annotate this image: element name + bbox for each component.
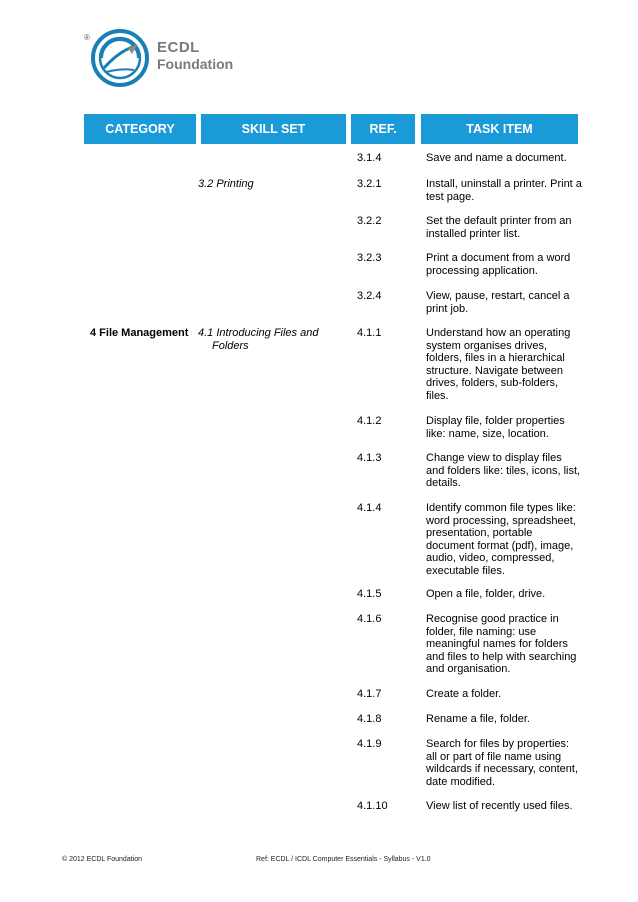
skill-set-cell (198, 327, 343, 352)
ref-cell: 4.1.9 (357, 738, 382, 750)
logo-line1: ECDL (157, 39, 200, 56)
ref-cell: 3.2.2 (357, 215, 382, 227)
ref-cell: 4.1.3 (357, 452, 382, 464)
task-cell: Search for files by properties: all or part of file name using wildcards if necessary, content, date modified. (426, 738, 579, 788)
ref-cell: 3.2.1 (357, 178, 382, 190)
registered-mark: ® (84, 33, 90, 42)
ref-cell: 4.1.5 (357, 588, 382, 600)
ref-cell: 3.2.4 (357, 290, 382, 302)
ecdl-logo (84, 28, 244, 88)
task-cell: Create a folder. (426, 688, 502, 700)
footer-copyright: © 2012 ECDL Foundation (62, 856, 143, 863)
ecdl-globe-icon (84, 28, 150, 88)
ref-cell: 4.1.1 (357, 327, 382, 339)
column-header-task-item: TASK ITEM (421, 114, 578, 144)
task-cell: Open a file, folder, drive. (426, 588, 546, 600)
footer-reference: Ref: ECDL / ICDL Computer Essentials - Syllabus - V1.0 (256, 856, 431, 863)
ref-cell: 4.1.10 (357, 800, 388, 812)
category-cell: 4 File Management (90, 327, 189, 339)
task-cell: Save and name a document. (426, 152, 567, 164)
task-cell: Identify common file types like: word processing, spreadsheet, presentation, portable document format (pdf), image, audio, video, compressed, executable files. (426, 502, 576, 577)
task-cell: Change view to display files and folders like: tiles, icons, list, details. (426, 452, 581, 490)
column-header-category: CATEGORY (84, 114, 196, 144)
ref-cell: 3.1.4 (357, 152, 382, 164)
ref-cell: 4.1.4 (357, 502, 382, 514)
ref-cell: 4.1.6 (357, 613, 382, 625)
ref-cell: 4.1.2 (357, 415, 382, 427)
column-header-skill-set: SKILL SET (201, 114, 346, 144)
column-header-ref: REF. (351, 114, 415, 144)
logo-line2: Foundation (157, 56, 234, 72)
task-cell: Display file, folder properties like: name, size, location. (426, 415, 565, 440)
ref-cell: 4.1.7 (357, 688, 382, 700)
task-cell: Set the default printer from an installed printer list. (426, 215, 572, 240)
task-cell: Recognise good practice in folder, file naming: use meaningful names for folders and files to help with searching and organisation. (426, 613, 577, 676)
task-cell: Rename a file, folder. (426, 713, 530, 725)
task-cell: View list of recently used files. (426, 800, 573, 812)
skill-set-text: 4.1 Introducing Files and Folders (198, 327, 319, 352)
task-cell: Understand how an operating system organises drives, folders, files in a hierarchical structure. Navigate between drives, folders, sub-folders, files. (426, 327, 571, 402)
task-cell: Print a document from a word processing application. (426, 252, 571, 277)
task-cell: View, pause, restart, cancel a print job. (426, 290, 570, 315)
ref-cell: 3.2.3 (357, 252, 382, 264)
ref-cell: 4.1.8 (357, 713, 382, 725)
skill-set-cell: 3.2 Printing (198, 178, 254, 190)
task-cell: Install, uninstall a printer. Print a test page. (426, 178, 582, 203)
